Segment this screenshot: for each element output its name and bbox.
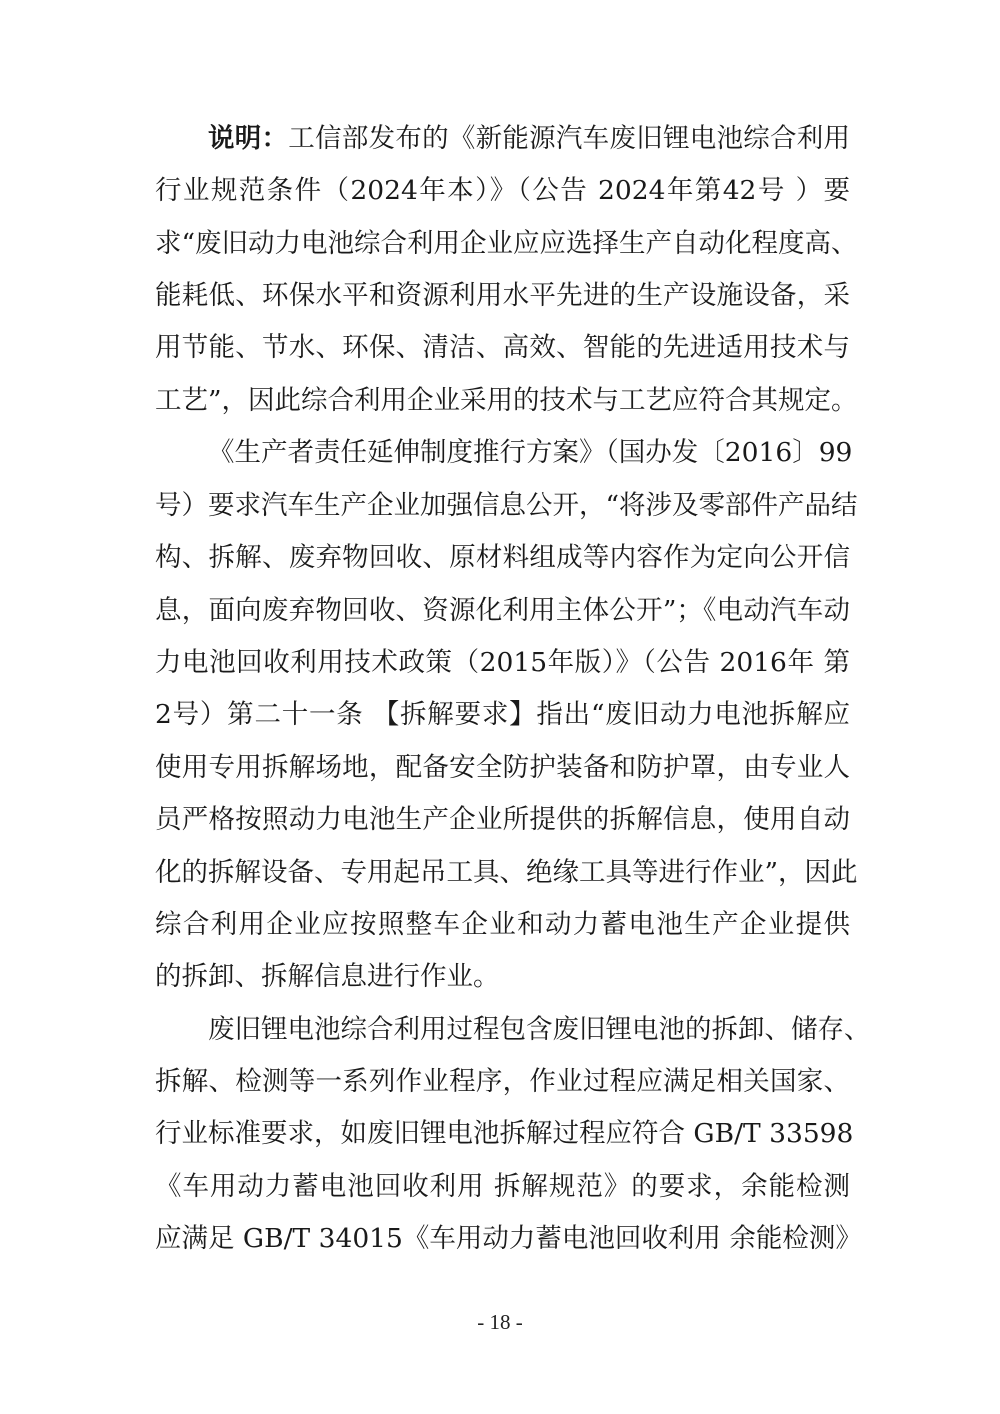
page-number: - 18 - [477, 1310, 523, 1334]
paragraph-2-line-4: 息，面向废弃物回收、资源化利用主体公开”；《电动汽车动 [155, 595, 850, 626]
paragraph-1-line-1 [208, 119, 850, 159]
paragraph-2-line-11: 的拆卸、拆解信息进行作业。 [155, 961, 500, 992]
paragraph-2-line-2: 号）要求汽车生产企业加强信息公开，“将涉及零部件产品结 [155, 490, 858, 521]
paragraph-3-line-3: 行业标准要求，如废旧锂电池拆解过程应符合 GB/T 33598 [155, 1118, 854, 1149]
paragraph-3-line-2: 拆解、检测等一系列作业程序，作业过程应满足相关国家、 [155, 1066, 850, 1097]
paragraph-1-line-6: 工艺”，因此综合利用企业采用的技术与工艺应符合其规定。 [155, 385, 858, 416]
paragraph-1-line-2: 行业规范条件（2024年本）》（公告 2024年第42号 ）要 [155, 175, 850, 206]
paragraph-2-line-5: 力电池回收利用技术政策（2015年版）》（公告 2016年 第 [155, 647, 850, 678]
paragraph-1-line-4: 能耗低、环保水平和资源利用水平先进的生产设施设备，采 [155, 280, 850, 311]
paragraph-1-line-1-text: 工信部发布的《新能源汽车废旧锂电池综合利用 [288, 123, 851, 154]
paragraph-2-line-8: 员严格按照动力电池生产企业所提供的拆解信息，使用自动 [155, 804, 850, 835]
paragraph-3-line-5: 应满足 GB/T 34015《车用动力蓄电池回收利用 余能检测》 [155, 1223, 862, 1254]
explanation-label: 说明： [208, 123, 289, 154]
paragraph-1-line-5: 用节能、节水、环保、清洁、高效、智能的先进适用技术与 [155, 332, 850, 363]
paragraph-1-line-3: 求“废旧动力电池综合利用企业应应选择生产自动化程度高、 [155, 228, 858, 259]
paragraph-2-line-9: 化的拆解设备、专用起吊工具、绝缘工具等进行作业”，因此 [155, 857, 858, 888]
paragraph-2-line-6: 2号）第二十一条 【拆解要求】指出“废旧动力电池拆解应 [155, 699, 850, 730]
paragraph-2-line-7: 使用专用拆解场地，配备安全防护装备和防护罩，由专业人 [155, 752, 850, 783]
paragraph-2-line-1: 《生产者责任延伸制度推行方案》（国办发〔2016〕99 [208, 437, 853, 468]
paragraph-2-line-10: 综合利用企业应按照整车企业和动力蓄电池生产企业提供 [155, 909, 850, 940]
paragraph-2-line-3: 构、拆解、废弃物回收、原材料组成等内容作为定向公开信 [155, 542, 850, 573]
paragraph-3-line-1: 废旧锂电池综合利用过程包含废旧锂电池的拆卸、储存、 [208, 1014, 871, 1045]
paragraph-3-line-4: 《车用动力蓄电池回收利用 拆解规范》的要求，余能检测 [155, 1171, 850, 1202]
